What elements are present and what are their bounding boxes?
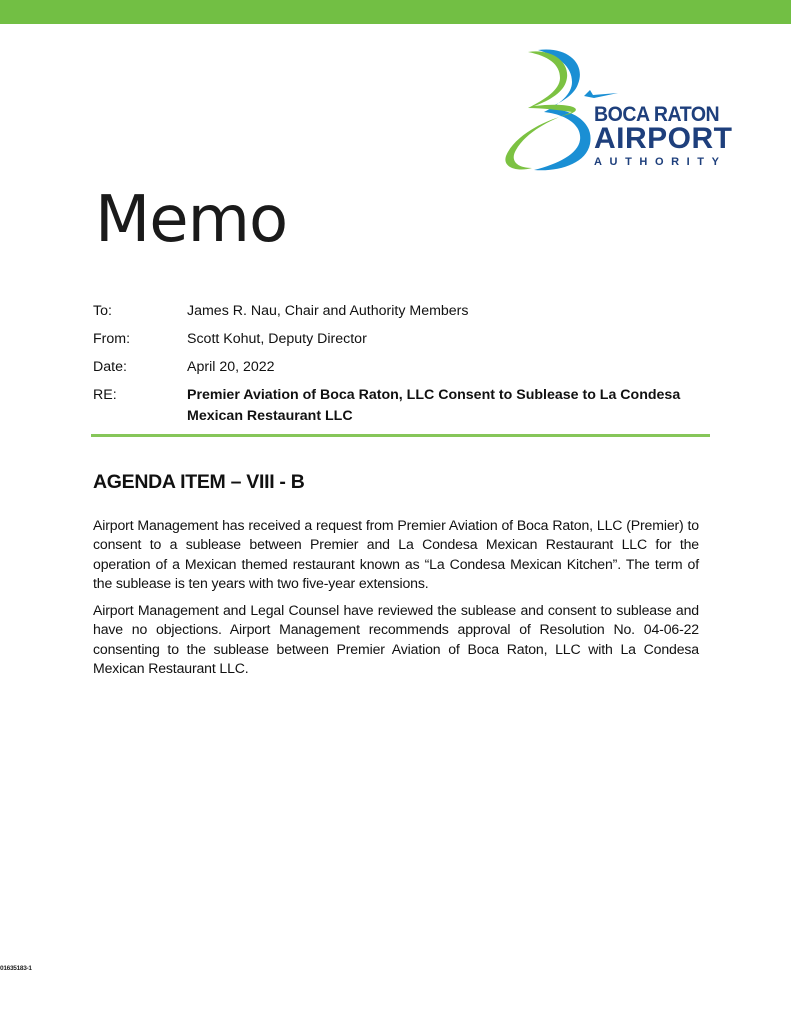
agenda-item-heading: AGENDA ITEM – VIII - B	[93, 471, 305, 493]
body-paragraph-1: Airport Management has received a request from Premier Aviation of Boca Raton, LLC (Premier) to consent to a sublease between Premier and La Condesa Mexican Restaurant LLC for the operation of a Mexican themed restaurant known as “La Condesa Mexican Kitchen”. The term of the sublease is ten years with two five-year extensions.	[93, 517, 699, 592]
from-label: From:	[93, 331, 131, 347]
to-value: James R. Nau, Chair and Authority Members	[187, 303, 469, 319]
document-id: 01635183-1	[0, 965, 32, 972]
logo-line-3: AUTHORITY	[594, 156, 727, 168]
date-label: Date:	[93, 359, 127, 375]
date-value: April 20, 2022	[187, 359, 275, 375]
re-label: RE:	[93, 387, 117, 403]
airport-authority-logo	[498, 44, 738, 174]
from-value: Scott Kohut, Deputy Director	[187, 331, 367, 347]
body-paragraph-2: Airport Management and Legal Counsel have reviewed the sublease and consent to sublease and have no objections. Airport Management recommends approval of Resolution No. 04-06-22 consenting to the sublease between Premier Aviation of Boca Raton, LLC with La Condesa Mexican Restaurant LLC.	[93, 602, 699, 677]
memo-title: Memo	[95, 183, 288, 257]
logo-line-1: BOCA RATON	[594, 103, 720, 126]
to-label: To:	[93, 303, 112, 319]
logo-line-2: AIRPORT	[594, 122, 733, 155]
top-brand-bar	[0, 0, 791, 24]
header-divider	[91, 434, 710, 437]
re-value: Premier Aviation of Boca Raton, LLC Consent to Sublease to La Condesa Mexican Restaurant LLC	[187, 387, 681, 424]
